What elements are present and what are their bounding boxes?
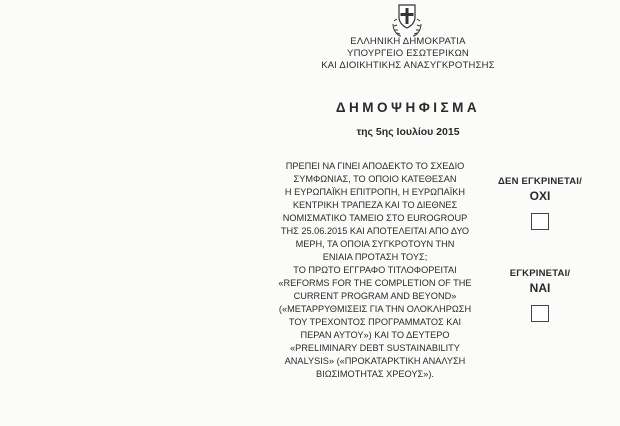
- question-line: ΝΟΜΙΣΜΑΤΙΚΟ ΤΑΜΕΙΟ ΣΤΟ EUROGROUP: [282, 213, 468, 223]
- option-yes-answer: ΝΑΙ: [529, 281, 551, 295]
- option-yes: [488, 268, 592, 322]
- option-no-answer: ΟΧΙ: [529, 189, 551, 203]
- referendum-question: [262, 160, 488, 381]
- question-line: ΤΟΥ ΤΡΕΧΟΝΤΟΣ ΠΡΟΓΡΑΜΜΑΤΟΣ ΚΑΙ: [288, 317, 462, 327]
- option-yes-label: ΕΓΚΡΙΝΕΤΑΙ/: [509, 268, 571, 279]
- header-line-ministry: ΥΠΟΥΡΓΕΙΟ ΕΣΩΤΕΡΙΚΩΝ: [347, 48, 469, 59]
- question-line: Η ΕΥΡΩΠΑΪΚΗ ΕΠΙΤΡΟΠΗ, Η ΕΥΡΩΠΑΪΚΗ: [284, 187, 466, 197]
- option-no-label: ΔΕΝ ΕΓΚΡΙΝΕΤΑΙ/: [498, 176, 582, 187]
- question-line: ΤΗΣ 25.06.2015 ΚΑΙ ΑΠΟΤΕΛΕΙΤΑΙ ΑΠΟ ΔΥΟ: [280, 226, 470, 236]
- question-line: «PRELIMINARY DEBT SUSTAINABILITY: [290, 343, 460, 353]
- question-line: ΤΟ ΠΡΩΤΟ ΕΓΓΡΑΦΟ ΤΙΤΛΟΦΟΡΕΙΤΑΙ: [293, 265, 457, 275]
- header-line-ministry-cont: ΚΑΙ ΔΙΟΙΚΗΤΙΚΗΣ ΑΝΑΣΥΓΚΡΟΤΗΣΗΣ: [321, 60, 495, 71]
- question-line: ΠΡΕΠΕΙ ΝΑ ΓΙΝΕΙ ΑΠΟΔΕΚΤΟ ΤΟ ΣΧΕΔΙΟ: [285, 161, 465, 171]
- question-line: («ΜΕΤΑΡΡΥΘΜΙΣΕΙΣ ΓΙΑ ΤΗΝ ΟΛΟΚΛΗΡΩΣΗ: [278, 304, 472, 314]
- greek-coat-of-arms-icon: [389, 2, 425, 38]
- question-line: ΣΥΜΦΩΝΙΑΣ, ΤΟ ΟΠΟΙΟ ΚΑΤΕΘΕΣΑΝ: [293, 174, 457, 184]
- question-line: «REFORMS FOR THE COMPLETION OF THE: [278, 278, 472, 288]
- option-no-checkbox[interactable]: [531, 213, 549, 230]
- question-line: ΜΕΡΗ, ΤΑ ΟΠΟΙΑ ΣΥΓΚΡΟΤΟΥΝ ΤΗΝ: [295, 239, 455, 249]
- option-yes-checkbox[interactable]: [531, 305, 549, 322]
- question-line: ANALYSIS» («ΠΡΟΚΑΤΑΡΚΤΙΚΗ ΑΝΑΛΥΣΗ: [284, 356, 466, 366]
- question-line: ΠΕΡΑΝ ΑΥΤΟΥ») ΚΑΙ ΤΟ ΔΕΥΤΕΡΟ: [300, 330, 450, 340]
- header-line-country: ΕΛΛΗΝΙΚΗ ΔΗΜΟΚΡΑΤΙΑ: [350, 36, 466, 47]
- question-line: ΒΙΩΣΙΜΟΤΗΤΑΣ ΧΡΕΟΥΣ»).: [316, 369, 434, 379]
- issuing-authority: [300, 36, 516, 72]
- question-line: ΚΕΝΤΡΙΚΗ ΤΡΑΠΕΖΑ ΚΑΙ ΤΟ ΔΙΕΘΝΕΣ: [292, 200, 458, 210]
- ballot-title: ΔΗΜΟΨΗΦΙΣΜΑ: [335, 100, 481, 115]
- question-line: CURRENT PROGRAM AND BEYOND»: [293, 291, 457, 301]
- ballot-date: της 5ης Ιουλίου 2015: [356, 126, 460, 138]
- option-no: [488, 176, 592, 230]
- question-line: ΕΝΙΑΙΑ ΠΡΟΤΑΣΗ ΤΟΥΣ;: [322, 252, 428, 262]
